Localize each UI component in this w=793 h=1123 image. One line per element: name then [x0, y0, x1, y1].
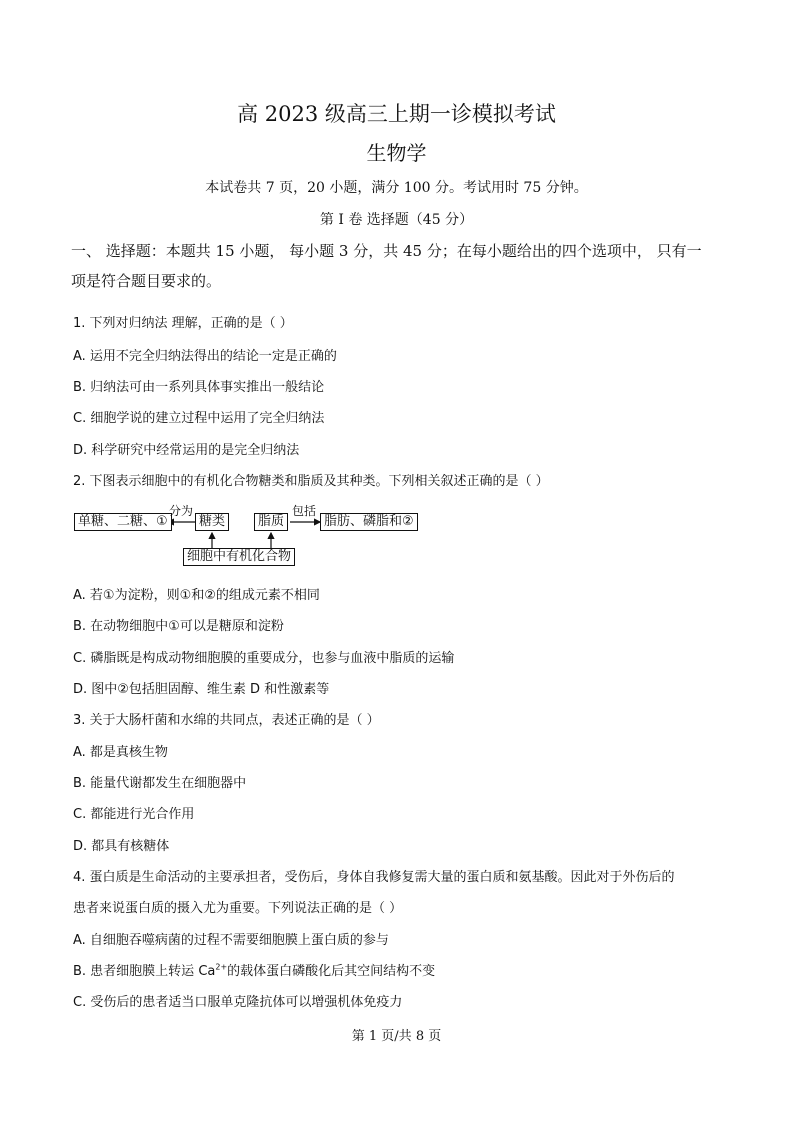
q2-stem: 2. 下图表示细胞中的有机化合物糖类和脂质及其种类。下列相关叙述正确的是（ ） [73, 474, 549, 489]
q4-option-b [73, 960, 435, 979]
q2-diagram [70, 500, 450, 575]
section-heading: 第 I 卷 选择题（45 分） [319, 212, 474, 228]
q4-option-a: A. 自细胞吞噬病菌的过程不需要细胞膜上蛋白质的参与 [73, 933, 389, 948]
q3-option-d: D. 都具有核糖体 [73, 839, 170, 854]
box-organic-compounds: 细胞中有机化合物 [183, 548, 295, 566]
exam-info: 本试卷共 7 页，20 小题，满分 100 分。考试用时 75 分钟。 [205, 180, 588, 196]
label-divided-into: 分为 [169, 504, 194, 518]
q1-option-b: B. 归纳法可由一系列具体事实推出一般结论 [73, 380, 325, 395]
q3-stem: 3. 关于大肠杆菌和水绵的共同点，表述正确的是（ ） [73, 713, 380, 728]
box-lipids: 脂质 [254, 513, 288, 531]
q1-stem: 1. 下列对归纳法 理解，正确的是（ ） [73, 316, 293, 331]
q4-option-c: C. 受伤后的患者适当口服单克隆抗体可以增强机体免疫力 [73, 995, 403, 1010]
q4-option-b-post: 的载体蛋白磷酸化后其空间结构不变 [227, 964, 436, 979]
q1-option-a: A. 运用不完全归纳法得出的结论一定是正确的 [73, 349, 337, 364]
q2-option-c: C. 磷脂既是构成动物细胞膜的重要成分，也参与血液中脂质的运输 [73, 651, 455, 666]
q3-option-b: B. 能量代谢都发生在细胞器中 [73, 776, 247, 791]
box-monosaccharides: 单糖、二糖、① [74, 513, 172, 531]
exam-title: 高 2023 级高三上期一诊模拟考试 [237, 102, 556, 126]
instruction-line-2: 项是符合题目要求的。 [71, 272, 222, 290]
label-includes: 包括 [292, 504, 317, 518]
q2-option-a: A. 若①为淀粉，则①和②的组成元素不相同 [73, 588, 320, 603]
box-lipid-types: 脂肪、磷脂和② [320, 513, 418, 531]
q4-option-b-superscript: 2+ [215, 962, 228, 972]
page-footer: 第 1 页/共 8 页 [351, 1029, 442, 1044]
q2-option-d: D. 图中②包括胆固醇、维生素 D 和性激素等 [73, 682, 330, 697]
q2-option-b: B. 在动物细胞中①可以是糖原和淀粉 [73, 619, 284, 634]
q1-option-c: C. 细胞学说的建立过程中运用了完全归纳法 [73, 411, 325, 426]
q1-option-d: D. 科学研究中经常运用的是完全归纳法 [73, 443, 300, 458]
instruction-line-1: 一、 选择题：本题共 15 小题， 每小题 3 分，共 45 分；在每小题给出的四个选项中， 只有一 [71, 242, 702, 260]
box-sugars: 糖类 [195, 513, 229, 531]
subject-title: 生物学 [366, 141, 427, 165]
q4-stem-line-2: 患者来说蛋白质的摄入尤为重要。下列说法正确的是（ ） [73, 901, 403, 916]
q3-option-a: A. 都是真核生物 [73, 745, 168, 760]
q4-stem-line-1: 4. 蛋白质是生命活动的主要承担者，受伤后，身体自我修复需大量的蛋白质和氨基酸。因此对于外伤后的 [73, 870, 675, 885]
q4-option-b-pre: B. 患者细胞膜上转运 Ca [73, 964, 216, 979]
q3-option-c: C. 都能进行光合作用 [73, 807, 195, 822]
